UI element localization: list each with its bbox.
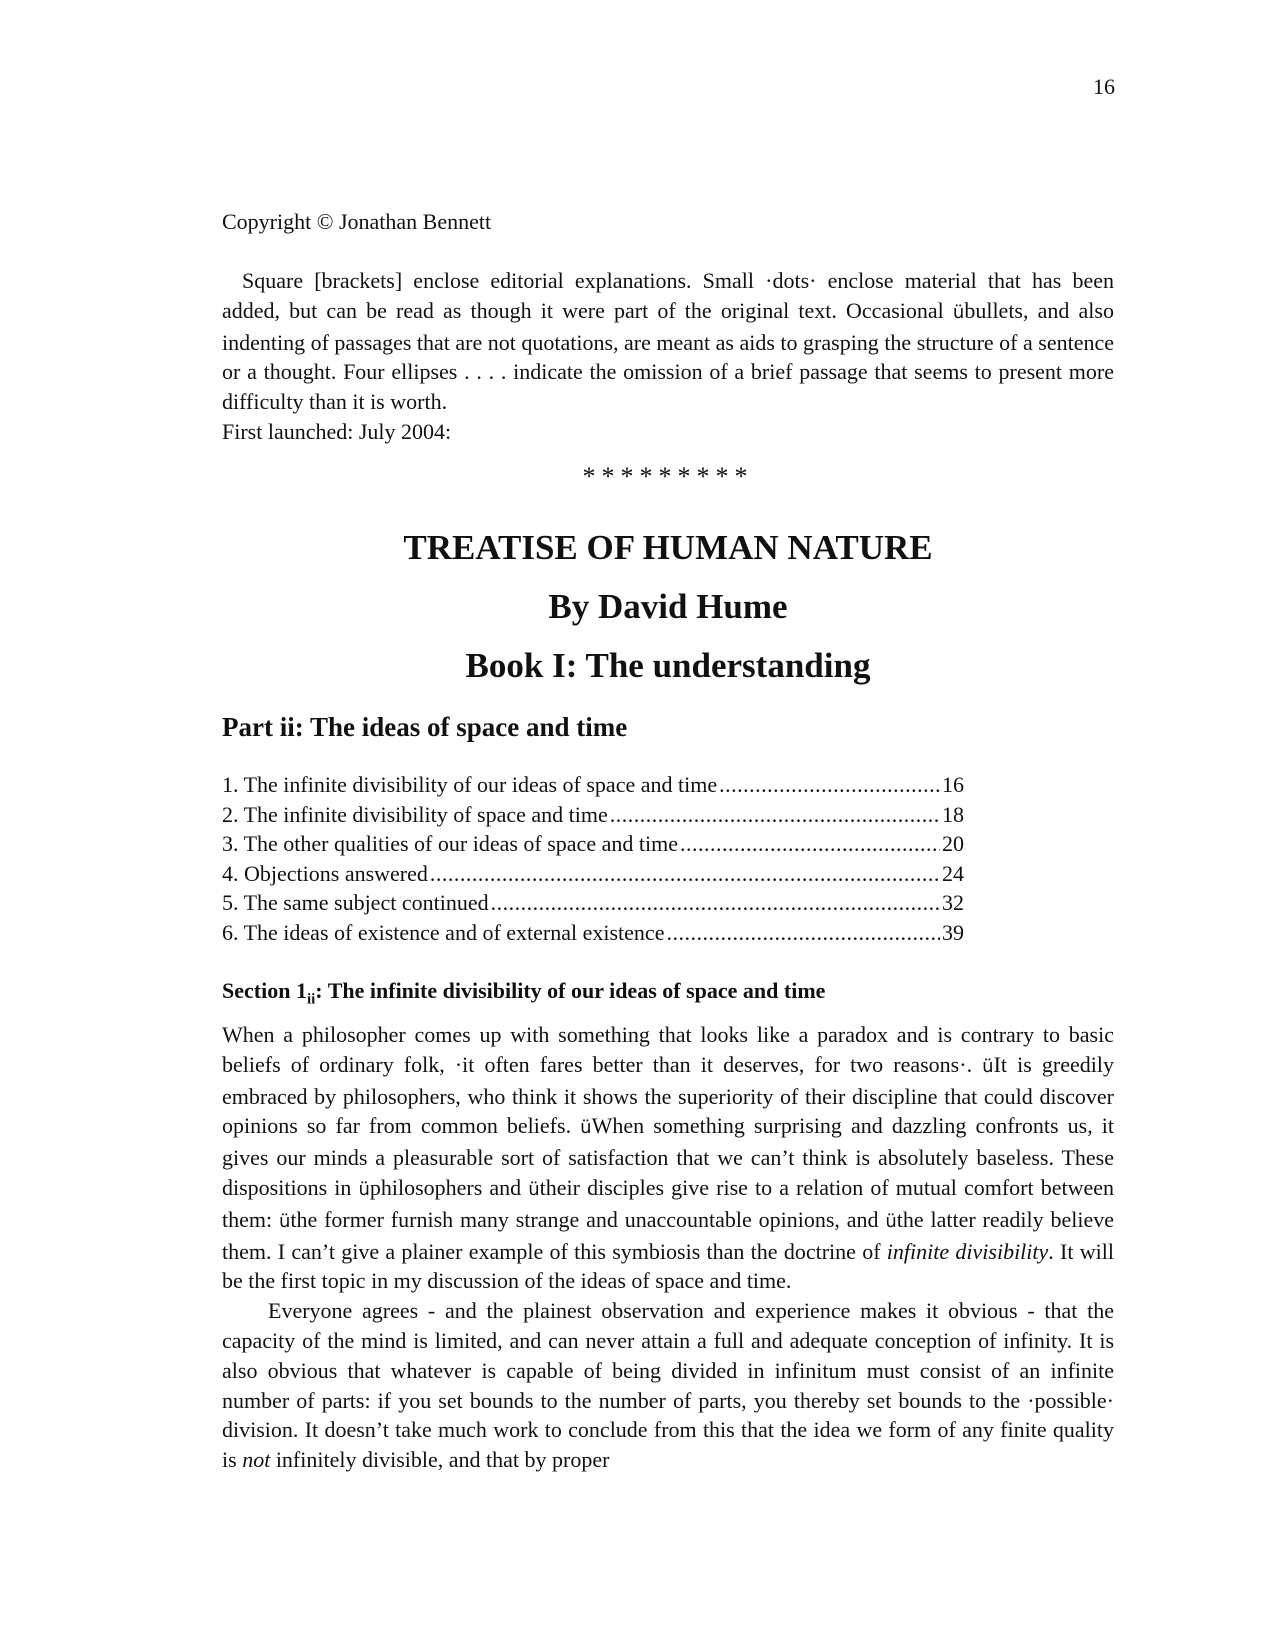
bullet-icon: ü xyxy=(528,1178,540,1200)
bullet-icon: ü xyxy=(278,1210,291,1232)
toc-leader xyxy=(491,888,940,918)
toc-entry[interactable] xyxy=(222,859,964,889)
p1-b: It is greedily embraced by philosophers, who think it shows the superiority of their discipline that could discover opinions so far from common beliefs. xyxy=(222,1051,1114,1139)
toc-entry-label: 2. The infinite divisibility of space and time xyxy=(222,801,608,827)
toc-entry[interactable] xyxy=(222,770,964,800)
toc-entry-label: 4. Objections answered xyxy=(222,860,428,886)
section-heading-suffix: : The infinite divisibility of our ideas of space and time xyxy=(315,978,826,1003)
section-separator: ********* xyxy=(582,462,754,491)
p1-e: their disciples give rise to a relation of mutual comfort between them: xyxy=(222,1174,1114,1232)
notes-text-2: bullets, and also indenting of passages that are not quotations, are meant as aids to grasping the structure of a sentence or a thought. Four ellipses . . . . indicate the omission of a brief passage that seems to present more difficulty than it is worth. xyxy=(222,297,1114,415)
editorial-notes xyxy=(222,266,1114,447)
p2-italic: not xyxy=(242,1447,271,1473)
body-paragraph-2 xyxy=(222,1296,1114,1475)
first-launched: First launched: July 2004: xyxy=(222,418,452,444)
part-heading: Part ii: The ideas of space and time xyxy=(222,712,628,742)
table-of-contents xyxy=(222,770,964,948)
bullet-icon: ü xyxy=(885,1210,897,1232)
toc-entry-page: 20 xyxy=(942,831,964,857)
p1-d: philosophers and xyxy=(369,1174,529,1200)
toc-entry[interactable] xyxy=(222,888,964,918)
section-heading xyxy=(222,978,825,1008)
copyright-line: Copyright © Jonathan Bennett xyxy=(222,209,492,234)
toc-entry[interactable] xyxy=(222,918,964,948)
toc-leader xyxy=(666,918,940,948)
book-title: Book I: The understanding xyxy=(465,646,871,685)
toc-entry-page: 39 xyxy=(942,919,964,945)
toc-entry-label: 5. The same subject continued xyxy=(222,890,489,916)
page-number: 16 xyxy=(1093,74,1115,99)
author-title: By David Hume xyxy=(548,587,788,626)
section-body xyxy=(222,1020,1114,1475)
body-paragraph-1 xyxy=(222,1020,1114,1296)
p2-a: Everyone agrees - and the plainest observation and experience makes it obvious - that the capacity of the mind is limited, and can never attain a full and adequate conception of infinity. It is also obvious that whatever is capable of being divided in infinitum must consist of an infinite number of parts: if you set bounds to the number of parts, you thereby set bounds to the ·possible· division. It doesn’t take much work to conclude from this that the idea we form of any finite quality is xyxy=(222,1298,1114,1473)
section-heading-subscript: ii xyxy=(306,991,316,1008)
toc-entry-page: 16 xyxy=(942,772,964,797)
editorial-notes-paragraph xyxy=(222,266,1114,417)
p1-a: When a philosopher comes up with something that looks like a paradox and is contrary to basic beliefs of ordinary folk, ·it often fares better than it deserves, for two reasons·. xyxy=(222,1022,1114,1077)
toc-entry-label: 3. The other qualities of our ideas of space and time xyxy=(222,831,678,857)
p1-g: the latter readily believe them. I can’t give a plainer example of this symbiosis than the doctrine of xyxy=(222,1206,1114,1264)
toc-leader xyxy=(680,829,940,859)
toc-entry-page: 18 xyxy=(942,801,964,827)
p2-b: infinitely divisible, and that by proper xyxy=(270,1447,610,1473)
toc-entry-page: 32 xyxy=(942,890,964,916)
toc-leader xyxy=(719,770,940,800)
toc-entry-page: 24 xyxy=(942,860,964,886)
p1-italic: infinite divisibility xyxy=(886,1238,1049,1264)
toc-leader xyxy=(610,800,940,830)
p1-h: . It will be the first topic in my discussion of the ideas of space and time. xyxy=(222,1238,1114,1294)
notes-text: Square [brackets] enclose editorial explanations. Small ·dots· enclose material that has been added, but can be read as though it were part of the original text. Occasional xyxy=(222,268,1114,323)
p1-f: the former furnish many strange and unaccountable opinions, and xyxy=(290,1206,886,1232)
toc-entry[interactable] xyxy=(222,800,964,830)
section-heading-prefix: Section 1 xyxy=(222,978,307,1003)
bullet-icon: ü xyxy=(982,1055,994,1077)
bullet-icon: ü xyxy=(952,301,965,323)
toc-entry-label: 1. The infinite divisibility of our ideas of space and time xyxy=(222,772,718,797)
bullet-icon: ü xyxy=(580,1117,592,1139)
work-title: TREATISE OF HUMAN NATURE xyxy=(403,528,933,567)
toc-leader xyxy=(430,859,940,889)
p1-c: When something surprising and dazzling confronts us, it gives our minds a pleasurable sort of satisfaction that we can’t think is absolutely baseless. These dispositions in xyxy=(222,1113,1114,1200)
toc-entry[interactable] xyxy=(222,829,964,859)
toc-entry-label: 6. The ideas of existence and of external existence xyxy=(222,919,665,945)
bullet-icon: ü xyxy=(358,1178,370,1200)
